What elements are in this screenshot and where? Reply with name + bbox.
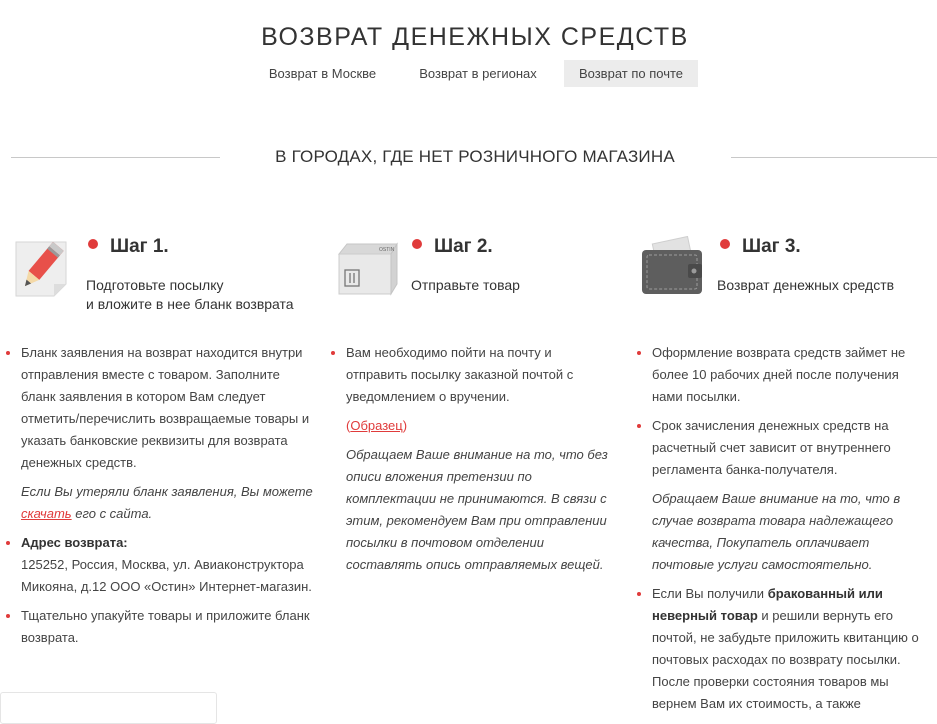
box-label: OSTIN bbox=[379, 247, 395, 253]
step-3-subtitle: Возврат денежных средств bbox=[717, 277, 895, 293]
tab-bar bbox=[0, 60, 937, 87]
sample-link-row: (Образец) bbox=[346, 418, 408, 433]
tab-moscow[interactable]: Возврат в Москве bbox=[268, 66, 377, 81]
page-title: ВОЗВРАТ ДЕНЕЖНЫХ СРЕДСТВ bbox=[261, 22, 689, 51]
lost-form-note: Если Вы утеряли бланк заявления, Вы можете скачать его с сайта. bbox=[21, 484, 313, 521]
pencil-icon bbox=[12, 238, 70, 303]
box-icon bbox=[335, 242, 401, 301]
tab-by-mail[interactable]: Возврат по почте bbox=[564, 60, 698, 87]
bottom-panel bbox=[0, 692, 217, 724]
step-2-subtitle: Отправьте товар bbox=[411, 277, 520, 293]
list-item: Вам необходимо пойти на почту и отправить посылку заказной почтой с уведомлением о вручении. bbox=[346, 342, 612, 408]
step-1-dot bbox=[88, 239, 98, 249]
divider-right bbox=[731, 157, 937, 158]
step-2-title: Шаг 2. bbox=[412, 236, 493, 258]
list-item: Тщательно упакуйте товары и приложите бланк возврата. bbox=[21, 605, 313, 649]
address-label: Адрес возврата: bbox=[21, 535, 128, 550]
step-1-details bbox=[21, 342, 313, 656]
list-item: Бланк заявления на возврат находится внутри отправления вместе с товаром. Заполните бланк заявления в котором Вам следует отметить/перечислить возвращаемые товары и указать банковские реквизиты для возврата денежных средств. bbox=[21, 342, 313, 474]
section-heading: В ГОРОДАХ, ГДЕ НЕТ РОЗНИЧНОГО МАГАЗИНА bbox=[275, 147, 675, 166]
sample-link[interactable]: Образец bbox=[350, 418, 403, 433]
step-2-details bbox=[346, 342, 612, 583]
step-1-subtitle: Подготовьте посылку и вложите в нее бланк возврата bbox=[86, 277, 294, 312]
defective-item-info: Если Вы получили бракованный или неверный товар и решили вернуть его почтой, не забудьте приложить квитанцию о почтовых расходах по возврату посылки. После проверки состояния товаров мы вернем Вам их стоимость, а также bbox=[652, 583, 922, 715]
address-text: 125252, Россия, Москва, ул. Авиаконструктора Микояна, д.12 ООО «Остин» Интернет-магазин. bbox=[21, 557, 312, 594]
download-link[interactable]: скачать bbox=[21, 506, 72, 521]
step-2-dot bbox=[412, 239, 422, 249]
list-item: Оформление возврата средств займет не более 10 рабочих дней после получения нами посылки. bbox=[652, 342, 922, 408]
tab-regions[interactable]: Возврат в регионах bbox=[419, 66, 537, 81]
return-address bbox=[21, 532, 313, 598]
step-3-details bbox=[652, 342, 922, 722]
step-3-title: Шаг 3. bbox=[720, 236, 801, 258]
wallet-icon bbox=[638, 236, 706, 303]
list-item: Срок зачисления денежных средств на расчетный счет зависит от внутреннего регламента банка-получателя. bbox=[652, 415, 922, 481]
divider-left bbox=[11, 157, 220, 158]
inventory-note: Обращаем Ваше внимание на то, что без описи вложения претензии по комплектации не принимаются. В связи с этим, рекомендуем Вам при отправлении посылки в почтовом отделении составлять опись отправляемых вещей. bbox=[346, 447, 608, 572]
step-3-dot bbox=[720, 239, 730, 249]
shipping-cost-note: Обращаем Ваше внимание на то, что в случае возврата товара надлежащего качества, Покупатель оплачивает почтовые услуги самостоятельно. bbox=[652, 491, 901, 572]
step-1-title: Шаг 1. bbox=[88, 236, 169, 258]
